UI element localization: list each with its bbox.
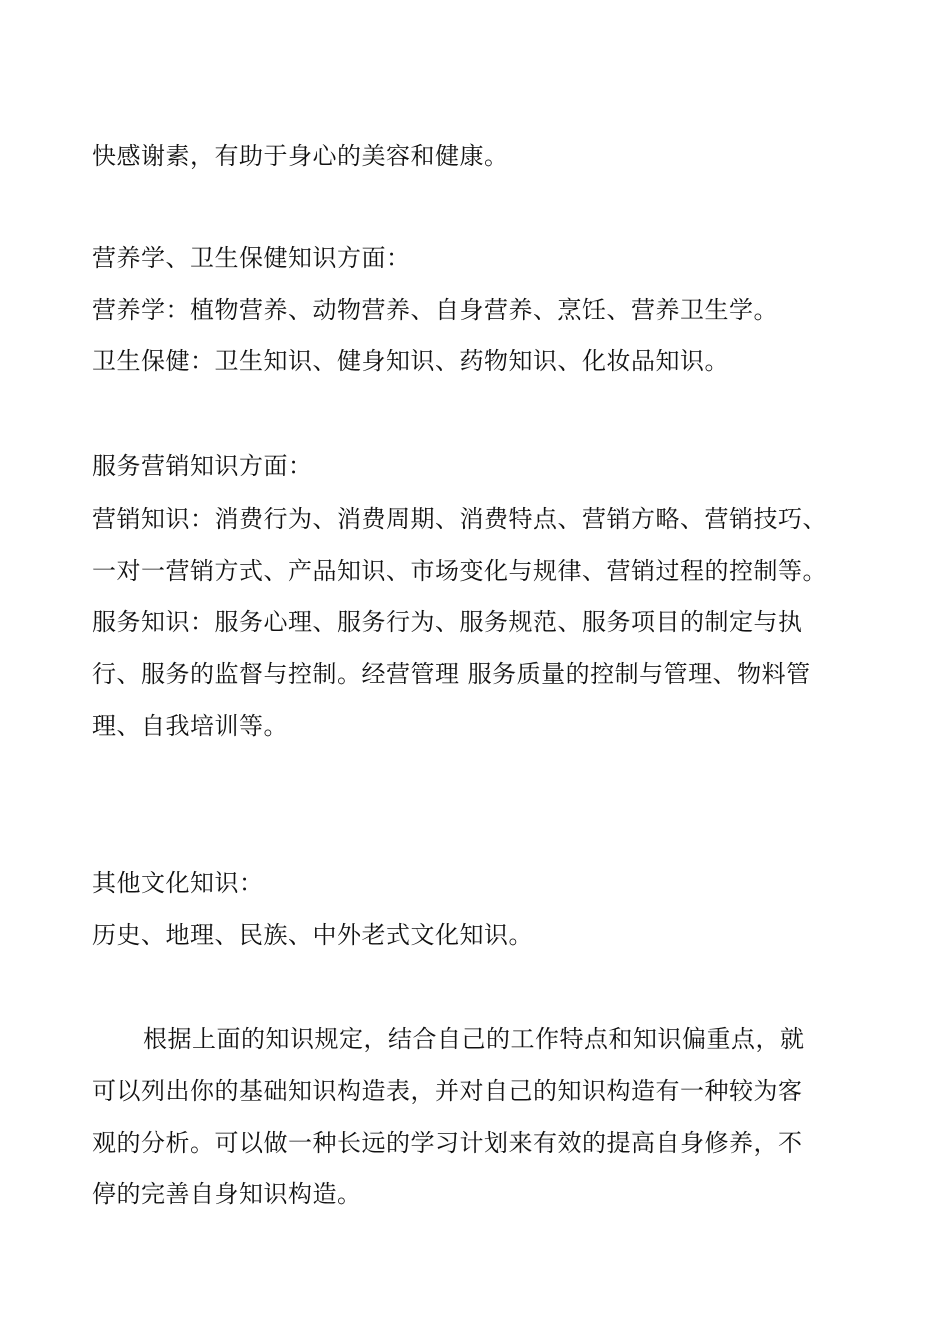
section-heading-culture: 其他文化知识： [92, 869, 264, 897]
paragraph-line: 服务知识：服务心理、服务行为、服务规范、服务项目的制定与执 [92, 608, 803, 636]
paragraph-line: 停的完善自身知识构造。 [92, 1180, 362, 1208]
paragraph-line: 理、自我培训等。 [92, 712, 288, 740]
paragraph-line: 可以列出你的基础知识构造表，并对自己的知识构造有一种较为客 [92, 1077, 803, 1105]
section-heading-marketing: 服务营销知识方面： [92, 452, 313, 480]
paragraph-line: 观的分析。可以做一种长远的学习计划来有效的提高自身修养，不 [92, 1129, 803, 1157]
paragraph-line: 营销知识：消费行为、消费周期、消费特点、营销方略、营销技巧、 [92, 505, 827, 533]
paragraph-line: 营养学：植物营养、动物营养、自身营养、烹饪、营养卫生学。 [92, 296, 778, 324]
paragraph-line: 行、服务的监督与控制。经营管理 服务质量的控制与管理、物料管 [92, 660, 811, 688]
paragraph-line: 历史、地理、民族、中外老式文化知识。 [92, 921, 533, 949]
paragraph-line: 快感谢素，有助于身心的美容和健康。 [92, 142, 509, 170]
paragraph-line: 一对一营销方式、产品知识、市场变化与规律、营销过程的控制等。 [92, 557, 827, 585]
paragraph-line: 根据上面的知识规定，结合自己的工作特点和知识偏重点，就 [143, 1025, 805, 1053]
section-heading-nutrition: 营养学、卫生保健知识方面： [92, 244, 411, 272]
paragraph-line: 卫生保健：卫生知识、健身知识、药物知识、化妆品知识。 [92, 347, 729, 375]
